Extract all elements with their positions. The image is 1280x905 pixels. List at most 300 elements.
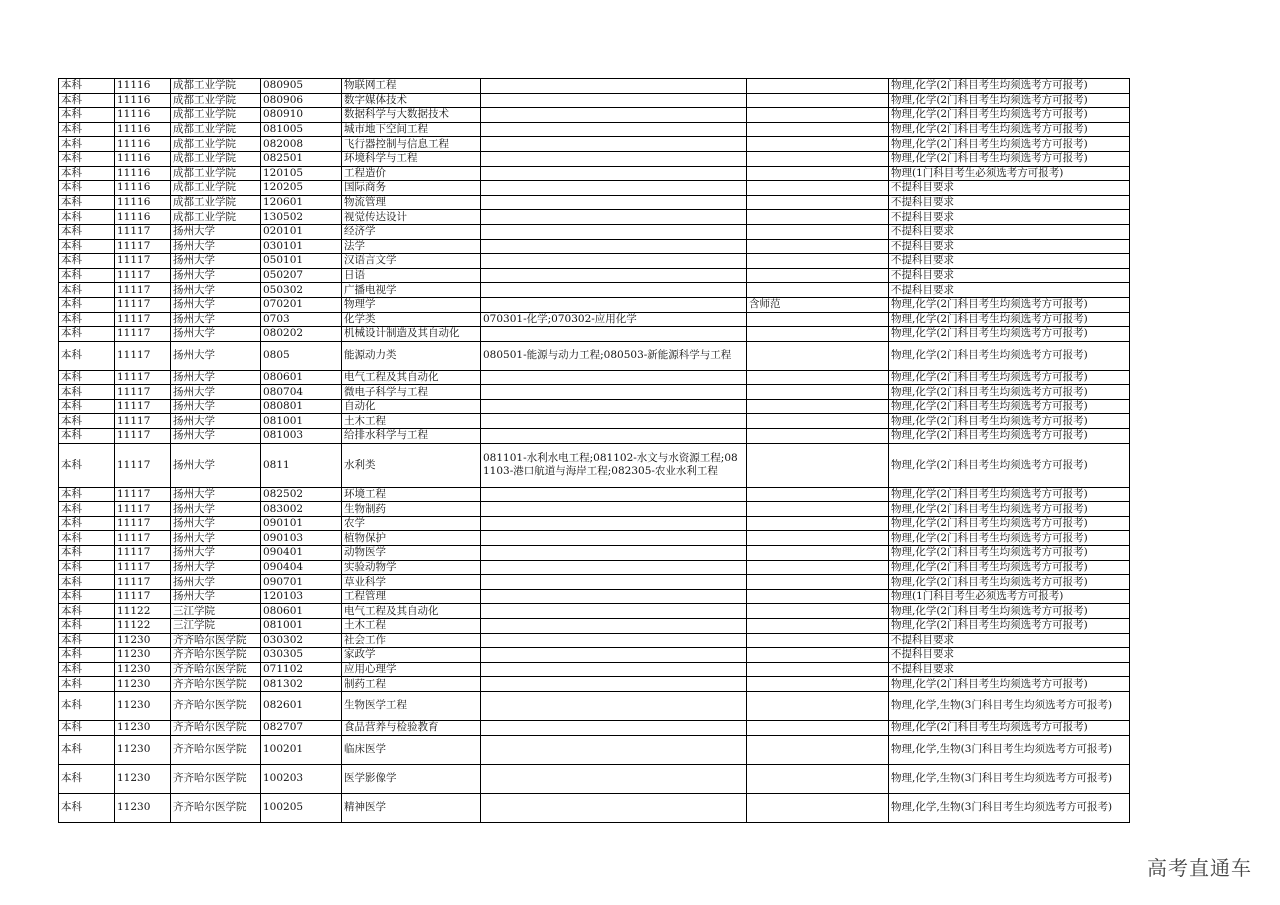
major-name-cell: 生物制药 [342, 502, 481, 517]
major-name-cell: 食品营养与检验教育 [342, 720, 481, 735]
major-name-cell: 社会工作 [342, 633, 481, 648]
school-name-cell: 齐齐哈尔医学院 [171, 764, 261, 793]
major-name-cell: 物流管理 [342, 195, 481, 210]
table-row [59, 764, 1130, 793]
table-row [59, 151, 1130, 166]
included-majors-cell [481, 370, 747, 385]
note-cell [747, 370, 889, 385]
level-cell: 本科 [59, 297, 115, 312]
major-code-cell: 080906 [261, 93, 342, 108]
school-name-cell: 扬州大学 [171, 414, 261, 429]
level-cell: 本科 [59, 414, 115, 429]
table-row [59, 312, 1130, 327]
note-cell [747, 93, 889, 108]
subject-requirement-cell: 物理,化学(2门科目考生均须选考方可报考) [889, 93, 1130, 108]
included-majors-cell [481, 79, 747, 94]
subject-requirement-cell: 不提科目要求 [889, 283, 1130, 298]
school-code-cell: 11117 [115, 443, 171, 487]
school-name-cell: 三江学院 [171, 604, 261, 619]
subject-requirement-cell: 物理,化学(2门科目考生均须选考方可报考) [889, 619, 1130, 634]
major-code-cell: 070201 [261, 297, 342, 312]
major-code-cell: 020101 [261, 224, 342, 239]
note-cell [747, 181, 889, 196]
level-cell: 本科 [59, 575, 115, 590]
level-cell: 本科 [59, 720, 115, 735]
included-majors-cell [481, 487, 747, 502]
major-code-cell: 082601 [261, 691, 342, 720]
major-code-cell: 090101 [261, 516, 342, 531]
level-cell: 本科 [59, 531, 115, 546]
major-code-cell: 120103 [261, 589, 342, 604]
school-name-cell: 齐齐哈尔医学院 [171, 648, 261, 663]
subject-requirement-cell: 物理,化学,生物(3门科目考生均须选考方可报考) [889, 691, 1130, 720]
major-name-cell: 化学类 [342, 312, 481, 327]
included-majors-cell [481, 589, 747, 604]
level-cell: 本科 [59, 224, 115, 239]
major-name-cell: 工程造价 [342, 166, 481, 181]
note-cell [747, 79, 889, 94]
subject-requirement-cell: 物理,化学(2门科目考生均须选考方可报考) [889, 370, 1130, 385]
note-cell [747, 399, 889, 414]
school-code-cell: 11117 [115, 560, 171, 575]
subject-requirement-cell: 物理(1门科目考生必须选考方可报考) [889, 589, 1130, 604]
major-name-cell: 实验动物学 [342, 560, 481, 575]
major-name-cell: 自动化 [342, 399, 481, 414]
major-code-cell: 082008 [261, 137, 342, 152]
major-code-cell: 120601 [261, 195, 342, 210]
included-majors-cell [481, 268, 747, 283]
subject-requirement-cell: 物理,化学,生物(3门科目考生均须选考方可报考) [889, 764, 1130, 793]
major-code-cell: 120205 [261, 181, 342, 196]
included-majors-cell [481, 224, 747, 239]
note-cell [747, 195, 889, 210]
table-row [59, 239, 1130, 254]
school-name-cell: 成都工业学院 [171, 181, 261, 196]
table-row [59, 224, 1130, 239]
note-cell [747, 546, 889, 561]
table-row [59, 793, 1130, 822]
subject-requirement-cell: 物理,化学(2门科目考生均须选考方可报考) [889, 531, 1130, 546]
major-name-cell: 汉语言文学 [342, 254, 481, 269]
table-row [59, 327, 1130, 342]
major-code-cell: 081001 [261, 619, 342, 634]
school-code-cell: 11117 [115, 312, 171, 327]
major-name-cell: 应用心理学 [342, 662, 481, 677]
note-cell [747, 254, 889, 269]
school-code-cell: 11230 [115, 720, 171, 735]
included-majors-cell [481, 662, 747, 677]
table-row [59, 181, 1130, 196]
note-cell [747, 327, 889, 342]
level-cell: 本科 [59, 793, 115, 822]
level-cell: 本科 [59, 312, 115, 327]
level-cell: 本科 [59, 604, 115, 619]
subject-requirement-cell: 物理,化学,生物(3门科目考生均须选考方可报考) [889, 735, 1130, 764]
subject-requirement-cell: 不提科目要求 [889, 210, 1130, 225]
school-name-cell: 成都工业学院 [171, 79, 261, 94]
level-cell: 本科 [59, 633, 115, 648]
school-name-cell: 齐齐哈尔医学院 [171, 735, 261, 764]
subject-requirement-cell: 物理,化学(2门科目考生均须选考方可报考) [889, 560, 1130, 575]
school-code-cell: 11116 [115, 195, 171, 210]
school-name-cell: 成都工业学院 [171, 93, 261, 108]
table-row [59, 341, 1130, 370]
included-majors-cell [481, 720, 747, 735]
note-cell [747, 531, 889, 546]
note-cell [747, 224, 889, 239]
major-code-cell: 080202 [261, 327, 342, 342]
subject-requirement-cell: 物理(1门科目考生必须选考方可报考) [889, 166, 1130, 181]
major-name-cell: 草业科学 [342, 575, 481, 590]
included-majors-cell [481, 327, 747, 342]
school-code-cell: 11117 [115, 327, 171, 342]
included-majors-cell: 080501-能源与动力工程;080503-新能源科学与工程 [481, 341, 747, 370]
subject-requirement-cell: 物理,化学,生物(3门科目考生均须选考方可报考) [889, 793, 1130, 822]
included-majors-cell [481, 648, 747, 663]
major-name-cell: 动物医学 [342, 546, 481, 561]
major-name-cell: 电气工程及其自动化 [342, 370, 481, 385]
level-cell: 本科 [59, 341, 115, 370]
school-name-cell: 扬州大学 [171, 224, 261, 239]
level-cell: 本科 [59, 137, 115, 152]
note-cell [747, 589, 889, 604]
major-code-cell: 090701 [261, 575, 342, 590]
subject-requirement-cell: 不提科目要求 [889, 254, 1130, 269]
level-cell: 本科 [59, 691, 115, 720]
subject-requirement-cell: 物理,化学(2门科目考生均须选考方可报考) [889, 575, 1130, 590]
school-code-cell: 11117 [115, 297, 171, 312]
included-majors-cell [481, 764, 747, 793]
school-code-cell: 11117 [115, 575, 171, 590]
school-code-cell: 11230 [115, 764, 171, 793]
school-name-cell: 齐齐哈尔医学院 [171, 662, 261, 677]
major-name-cell: 飞行器控制与信息工程 [342, 137, 481, 152]
table-row [59, 283, 1130, 298]
level-cell: 本科 [59, 327, 115, 342]
major-code-cell: 120105 [261, 166, 342, 181]
subject-requirement-cell: 物理,化学(2门科目考生均须选考方可报考) [889, 399, 1130, 414]
level-cell: 本科 [59, 166, 115, 181]
level-cell: 本科 [59, 560, 115, 575]
major-code-cell: 081005 [261, 122, 342, 137]
table-row [59, 575, 1130, 590]
school-name-cell: 扬州大学 [171, 385, 261, 400]
school-name-cell: 扬州大学 [171, 283, 261, 298]
school-code-cell: 11117 [115, 254, 171, 269]
included-majors-cell [481, 619, 747, 634]
table-row [59, 589, 1130, 604]
school-name-cell: 扬州大学 [171, 327, 261, 342]
note-cell [747, 108, 889, 123]
school-name-cell: 扬州大学 [171, 239, 261, 254]
note-cell [747, 662, 889, 677]
included-majors-cell [481, 604, 747, 619]
note-cell [747, 166, 889, 181]
school-name-cell: 扬州大学 [171, 575, 261, 590]
school-name-cell: 扬州大学 [171, 254, 261, 269]
table-row [59, 195, 1130, 210]
subject-requirement-cell: 不提科目要求 [889, 195, 1130, 210]
school-code-cell: 11117 [115, 487, 171, 502]
included-majors-cell [481, 546, 747, 561]
included-majors-cell [481, 516, 747, 531]
major-code-cell: 080905 [261, 79, 342, 94]
major-name-cell: 电气工程及其自动化 [342, 604, 481, 619]
level-cell: 本科 [59, 735, 115, 764]
major-code-cell: 090401 [261, 546, 342, 561]
school-name-cell: 三江学院 [171, 619, 261, 634]
school-code-cell: 11117 [115, 589, 171, 604]
major-code-cell: 082707 [261, 720, 342, 735]
table-row [59, 560, 1130, 575]
major-name-cell: 土木工程 [342, 414, 481, 429]
school-name-cell: 扬州大学 [171, 589, 261, 604]
level-cell: 本科 [59, 546, 115, 561]
note-cell [747, 691, 889, 720]
subject-requirement-cell: 物理,化学(2门科目考生均须选考方可报考) [889, 151, 1130, 166]
level-cell: 本科 [59, 122, 115, 137]
note-cell [747, 487, 889, 502]
level-cell: 本科 [59, 502, 115, 517]
subject-requirement-cell: 物理,化学(2门科目考生均须选考方可报考) [889, 414, 1130, 429]
major-code-cell: 081003 [261, 429, 342, 444]
subject-requirement-cell: 不提科目要求 [889, 662, 1130, 677]
note-cell [747, 429, 889, 444]
table-row [59, 720, 1130, 735]
level-cell: 本科 [59, 283, 115, 298]
school-name-cell: 成都工业学院 [171, 108, 261, 123]
note-cell [747, 648, 889, 663]
school-name-cell: 齐齐哈尔医学院 [171, 633, 261, 648]
subject-requirement-cell: 物理,化学(2门科目考生均须选考方可报考) [889, 604, 1130, 619]
table-row [59, 502, 1130, 517]
included-majors-cell [481, 239, 747, 254]
major-name-cell: 物理学 [342, 297, 481, 312]
included-majors-cell [481, 195, 747, 210]
table-row [59, 137, 1130, 152]
table-row [59, 166, 1130, 181]
school-code-cell: 11117 [115, 502, 171, 517]
included-majors-cell [481, 122, 747, 137]
major-name-cell: 农学 [342, 516, 481, 531]
table-row [59, 648, 1130, 663]
school-name-cell: 齐齐哈尔医学院 [171, 691, 261, 720]
included-majors-cell [481, 429, 747, 444]
subject-requirement-cell: 物理,化学(2门科目考生均须选考方可报考) [889, 108, 1130, 123]
level-cell: 本科 [59, 195, 115, 210]
major-code-cell: 082501 [261, 151, 342, 166]
school-code-cell: 11122 [115, 604, 171, 619]
school-code-cell: 11116 [115, 137, 171, 152]
level-cell: 本科 [59, 619, 115, 634]
included-majors-cell [481, 691, 747, 720]
table-row [59, 429, 1130, 444]
school-code-cell: 11117 [115, 239, 171, 254]
subject-requirement-cell: 物理,化学(2门科目考生均须选考方可报考) [889, 312, 1130, 327]
level-cell: 本科 [59, 429, 115, 444]
subject-requirement-cell: 物理,化学(2门科目考生均须选考方可报考) [889, 137, 1130, 152]
note-cell [747, 443, 889, 487]
included-majors-cell [481, 385, 747, 400]
school-code-cell: 11117 [115, 516, 171, 531]
included-majors-cell [481, 677, 747, 692]
included-majors-cell [481, 297, 747, 312]
school-name-cell: 扬州大学 [171, 399, 261, 414]
table-row [59, 399, 1130, 414]
level-cell: 本科 [59, 648, 115, 663]
school-code-cell: 11230 [115, 662, 171, 677]
school-code-cell: 11116 [115, 181, 171, 196]
subject-requirement-cell: 不提科目要求 [889, 648, 1130, 663]
subject-requirement-cell: 物理,化学(2门科目考生均须选考方可报考) [889, 297, 1130, 312]
included-majors-cell [481, 633, 747, 648]
table-row [59, 443, 1130, 487]
table-row [59, 735, 1130, 764]
major-name-cell: 经济学 [342, 224, 481, 239]
subject-requirement-cell: 不提科目要求 [889, 224, 1130, 239]
table-row [59, 108, 1130, 123]
subject-requirement-cell: 物理,化学(2门科目考生均须选考方可报考) [889, 341, 1130, 370]
subject-requirement-cell: 物理,化学(2门科目考生均须选考方可报考) [889, 443, 1130, 487]
major-code-cell: 130502 [261, 210, 342, 225]
level-cell: 本科 [59, 516, 115, 531]
school-code-cell: 11116 [115, 108, 171, 123]
level-cell: 本科 [59, 79, 115, 94]
major-name-cell: 数据科学与大数据技术 [342, 108, 481, 123]
school-code-cell: 11117 [115, 399, 171, 414]
table-row [59, 677, 1130, 692]
note-cell [747, 283, 889, 298]
note-cell [747, 560, 889, 575]
major-code-cell: 090404 [261, 560, 342, 575]
note-cell [747, 385, 889, 400]
note-cell [747, 677, 889, 692]
school-name-cell: 扬州大学 [171, 370, 261, 385]
included-majors-cell [481, 166, 747, 181]
subject-requirement-cell: 物理,化学(2门科目考生均须选考方可报考) [889, 502, 1130, 517]
level-cell: 本科 [59, 254, 115, 269]
school-name-cell: 扬州大学 [171, 443, 261, 487]
major-name-cell: 国际商务 [342, 181, 481, 196]
subject-requirement-cell: 不提科目要求 [889, 239, 1130, 254]
school-code-cell: 11230 [115, 633, 171, 648]
school-name-cell: 成都工业学院 [171, 210, 261, 225]
note-cell [747, 720, 889, 735]
note-cell [747, 604, 889, 619]
school-name-cell: 齐齐哈尔医学院 [171, 720, 261, 735]
table-row [59, 691, 1130, 720]
note-cell: 含师范 [747, 297, 889, 312]
school-name-cell: 扬州大学 [171, 341, 261, 370]
level-cell: 本科 [59, 370, 115, 385]
note-cell [747, 633, 889, 648]
school-code-cell: 11116 [115, 210, 171, 225]
included-majors-cell: 081101-水利水电工程;081102-水文与水资源工程;081103-港口航道与海岸工程;082305-农业水利工程 [481, 443, 747, 487]
table-row [59, 79, 1130, 94]
note-cell [747, 793, 889, 822]
school-name-cell: 扬州大学 [171, 531, 261, 546]
school-code-cell: 11116 [115, 122, 171, 137]
school-name-cell: 成都工业学院 [171, 137, 261, 152]
major-code-cell: 050207 [261, 268, 342, 283]
school-name-cell: 扬州大学 [171, 516, 261, 531]
school-code-cell: 11117 [115, 385, 171, 400]
level-cell: 本科 [59, 399, 115, 414]
subject-requirement-cell: 不提科目要求 [889, 181, 1130, 196]
major-code-cell: 050101 [261, 254, 342, 269]
school-code-cell: 11117 [115, 224, 171, 239]
major-code-cell: 0811 [261, 443, 342, 487]
major-code-cell: 030302 [261, 633, 342, 648]
major-name-cell: 植物保护 [342, 531, 481, 546]
note-cell [747, 239, 889, 254]
level-cell: 本科 [59, 93, 115, 108]
table-row [59, 370, 1130, 385]
subject-requirement-cell: 物理,化学(2门科目考生均须选考方可报考) [889, 429, 1130, 444]
note-cell [747, 268, 889, 283]
school-name-cell: 扬州大学 [171, 268, 261, 283]
level-cell: 本科 [59, 443, 115, 487]
included-majors-cell [481, 531, 747, 546]
major-name-cell: 微电子科学与工程 [342, 385, 481, 400]
school-code-cell: 11117 [115, 546, 171, 561]
major-code-cell: 080601 [261, 370, 342, 385]
school-code-cell: 11117 [115, 341, 171, 370]
school-name-cell: 齐齐哈尔医学院 [171, 677, 261, 692]
major-name-cell: 环境科学与工程 [342, 151, 481, 166]
major-code-cell: 081001 [261, 414, 342, 429]
included-majors-cell [481, 414, 747, 429]
included-majors-cell [481, 108, 747, 123]
table-row [59, 662, 1130, 677]
level-cell: 本科 [59, 487, 115, 502]
major-name-cell: 环境工程 [342, 487, 481, 502]
level-cell: 本科 [59, 662, 115, 677]
major-code-cell: 083002 [261, 502, 342, 517]
table-row [59, 414, 1130, 429]
level-cell: 本科 [59, 764, 115, 793]
major-name-cell: 水利类 [342, 443, 481, 487]
included-majors-cell [481, 735, 747, 764]
major-code-cell: 082502 [261, 487, 342, 502]
major-code-cell: 100203 [261, 764, 342, 793]
note-cell [747, 151, 889, 166]
school-code-cell: 11116 [115, 93, 171, 108]
major-name-cell: 工程管理 [342, 589, 481, 604]
major-name-cell: 生物医学工程 [342, 691, 481, 720]
included-majors-cell [481, 93, 747, 108]
included-majors-cell [481, 181, 747, 196]
major-name-cell: 广播电视学 [342, 283, 481, 298]
included-majors-cell [481, 502, 747, 517]
included-majors-cell [481, 283, 747, 298]
school-name-cell: 扬州大学 [171, 297, 261, 312]
note-cell [747, 735, 889, 764]
table-row [59, 633, 1130, 648]
major-code-cell: 0703 [261, 312, 342, 327]
major-code-cell: 080601 [261, 604, 342, 619]
table-row [59, 546, 1130, 561]
major-name-cell: 城市地下空间工程 [342, 122, 481, 137]
level-cell: 本科 [59, 210, 115, 225]
major-code-cell: 0805 [261, 341, 342, 370]
major-code-cell: 080801 [261, 399, 342, 414]
school-name-cell: 扬州大学 [171, 429, 261, 444]
subject-requirement-cell: 物理,化学(2门科目考生均须选考方可报考) [889, 122, 1130, 137]
school-name-cell: 成都工业学院 [171, 195, 261, 210]
major-name-cell: 医学影像学 [342, 764, 481, 793]
major-code-cell: 100205 [261, 793, 342, 822]
